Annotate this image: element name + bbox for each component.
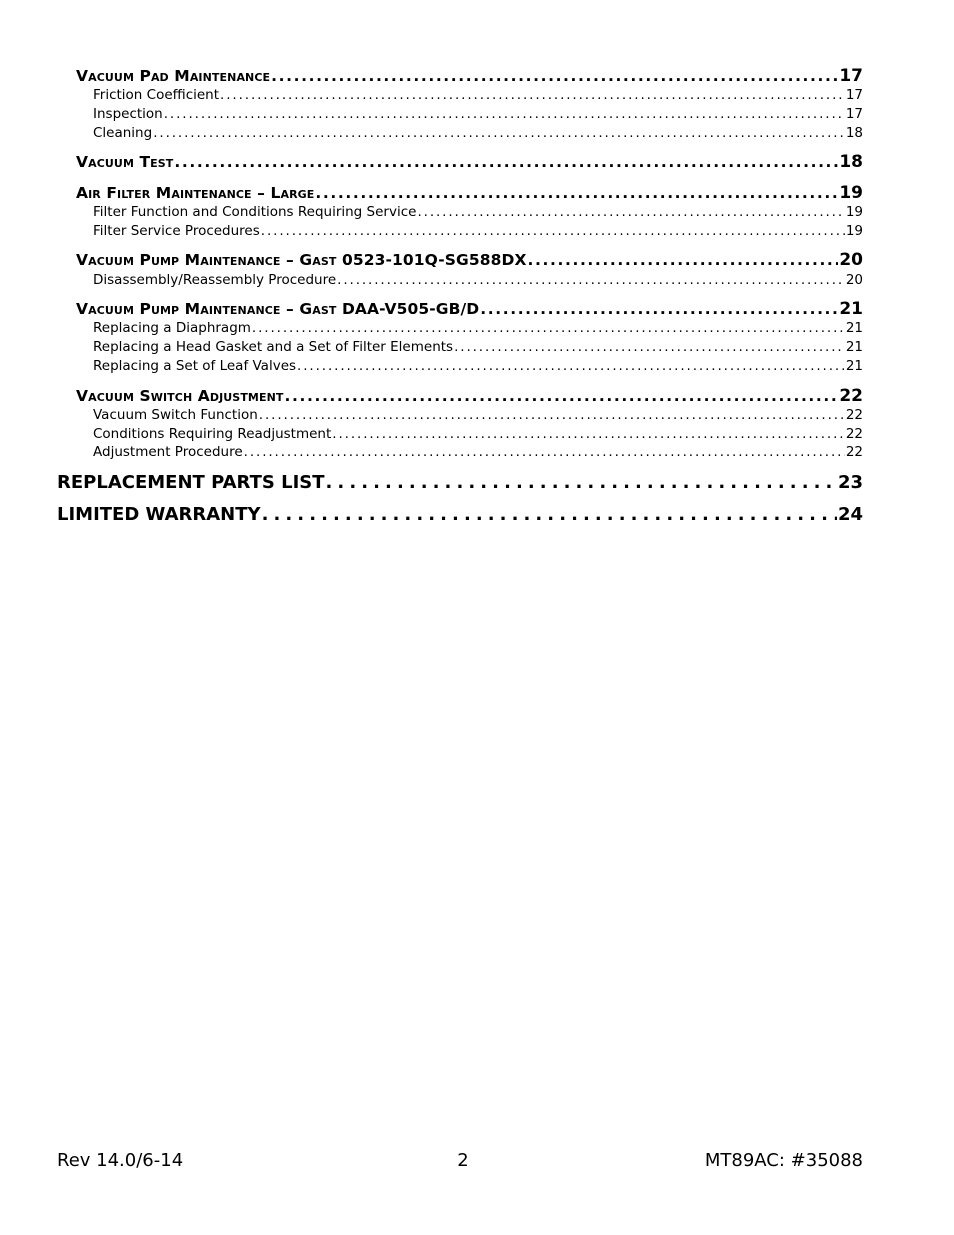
toc-entry[interactable] (76, 183, 863, 203)
toc-entry-title: Replacing a Set of Leaf Valves (93, 358, 297, 374)
toc-leader-dots (174, 153, 838, 171)
toc-leader-dots (259, 407, 845, 423)
toc-entry-title: Cleaning (93, 125, 153, 141)
toc-leader-dots (480, 300, 838, 318)
toc-leader-dots (332, 426, 845, 442)
toc-entry[interactable] (76, 66, 863, 86)
toc-entry[interactable] (93, 407, 863, 425)
toc-entry-title: Inspection (93, 106, 163, 122)
toc-entry[interactable] (57, 504, 863, 528)
toc-entry-title: Vacuum Switch Function (93, 407, 258, 423)
toc-entry-page: 19 (839, 183, 863, 203)
toc-entry[interactable] (93, 320, 863, 338)
toc-entry-page: 18 (839, 152, 863, 172)
toc-entry-page: 19 (845, 223, 863, 239)
footer-page-number: 2 (457, 1150, 469, 1171)
toc-leader-dots (315, 184, 838, 202)
toc-entry-title: Replacing a Head Gasket and a Set of Filter Elements (93, 339, 454, 355)
toc-entry[interactable] (93, 426, 863, 444)
toc-entry-title: Disassembly/Reassembly Procedure (93, 272, 337, 288)
toc-entry-title: Friction Coefficient (93, 87, 220, 103)
toc-leader-dots (261, 223, 845, 239)
toc-leader-dots (271, 67, 838, 85)
toc-entry-page: 24 (837, 504, 863, 525)
toc-entry-page: 20 (845, 272, 863, 288)
toc-entry[interactable] (76, 386, 863, 406)
toc-entry[interactable] (93, 358, 863, 376)
toc-entry-page: 17 (845, 87, 863, 103)
toc-entry-title: Adjustment Procedure (93, 444, 243, 460)
toc-entry-page: 18 (845, 125, 863, 141)
toc-entry-page: 21 (845, 339, 863, 355)
toc-entry[interactable] (76, 250, 863, 270)
toc-entry-page: 20 (839, 250, 863, 270)
toc-entry[interactable] (76, 299, 863, 319)
toc-entry-page: 19 (845, 204, 863, 220)
toc-entry[interactable] (93, 339, 863, 357)
toc-leader-dots (164, 106, 845, 122)
toc-entry-title: Conditions Requiring Readjustment (93, 426, 332, 442)
toc-entry[interactable] (93, 106, 863, 124)
toc-entry[interactable] (93, 87, 863, 105)
toc-entry-page: 17 (839, 66, 863, 86)
toc-leader-dots (297, 358, 845, 374)
toc-entry[interactable] (76, 152, 863, 172)
toc-entry-title: LIMITED WARRANTY (57, 504, 261, 525)
toc-entry-page: 22 (845, 444, 863, 460)
toc-entry[interactable] (93, 223, 863, 241)
toc-entry-title: REPLACEMENT PARTS LIST (57, 472, 325, 493)
toc-leader-dots (417, 204, 844, 220)
toc-leader-dots (337, 272, 845, 288)
toc-entry-page: 23 (837, 472, 863, 493)
toc-leader-dots (153, 125, 845, 141)
toc-leader-dots (220, 87, 845, 103)
toc-entry-page: 21 (839, 299, 863, 319)
toc-entry-page: 22 (845, 426, 863, 442)
toc-entry-title: Vacuum Pump Maintenance – Gast 0523-101Q-SG588DX (76, 251, 527, 269)
footer-revision: Rev 14.0/6-14 (57, 1150, 184, 1171)
toc-entry-title: Vacuum Test (76, 153, 174, 171)
toc-entry[interactable] (57, 472, 863, 496)
toc-entry-page: 22 (845, 407, 863, 423)
toc-entry[interactable] (93, 125, 863, 143)
toc-entry-page: 21 (845, 320, 863, 336)
toc-entry[interactable] (93, 272, 863, 290)
toc-leader-dots (326, 472, 837, 493)
footer-document-id: MT89AC: #35088 (704, 1150, 863, 1171)
toc-leader-dots (262, 504, 837, 525)
toc-entry-title: Filter Service Procedures (93, 223, 260, 239)
toc-entry[interactable] (93, 204, 863, 222)
toc-entry-page: 17 (845, 106, 863, 122)
toc-entry[interactable] (93, 444, 863, 462)
toc-entry-title: Vacuum Pump Maintenance – Gast DAA-V505-GB/D (76, 300, 480, 318)
toc-leader-dots (244, 444, 845, 460)
toc-leader-dots (285, 387, 839, 405)
toc-leader-dots (528, 251, 839, 269)
toc-leader-dots (454, 339, 845, 355)
toc-entry-page: 22 (839, 386, 863, 406)
toc-entry-page: 21 (845, 358, 863, 374)
toc-entry-title: Filter Function and Conditions Requiring Service (93, 204, 417, 220)
toc-leader-dots (252, 320, 845, 336)
toc-entry-title: Vacuum Pad Maintenance (76, 67, 271, 85)
toc-entry-title: Vacuum Switch Adjustment (76, 387, 284, 405)
toc-entry-title: Air Filter Maintenance – Large (76, 184, 315, 202)
toc-entry-title: Replacing a Diaphragm (93, 320, 251, 336)
